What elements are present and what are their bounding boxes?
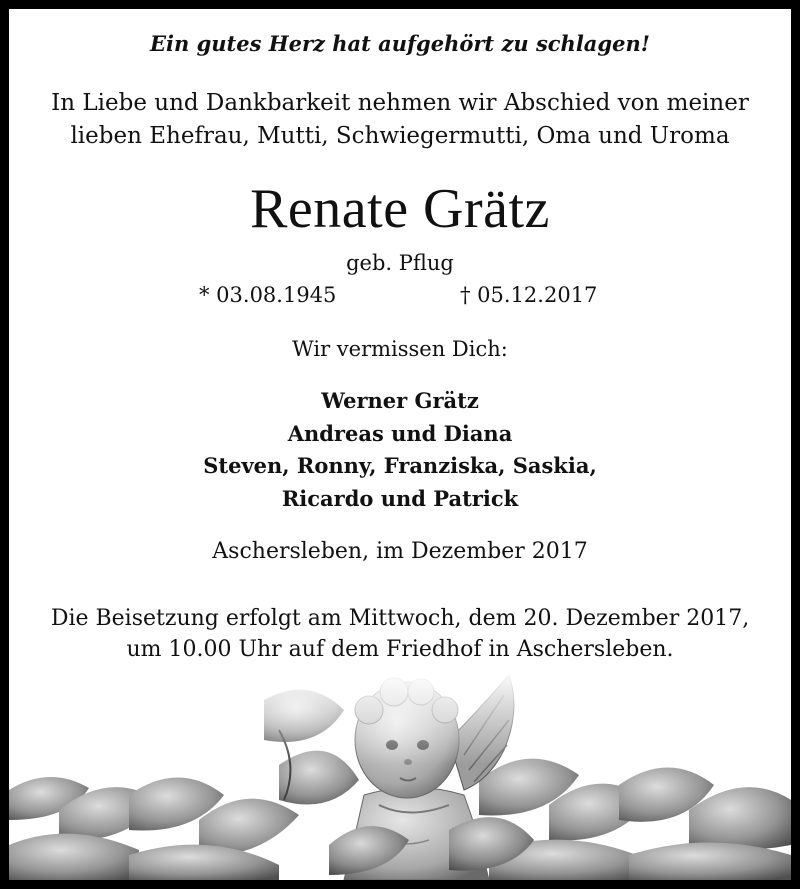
place-date: Aschersleben, im Dezember 2017 <box>212 539 588 564</box>
intro-line-2: lieben Ehefrau, Mutti, Schwiegermutti, Oma und Uroma <box>70 123 730 149</box>
funeral-line-1: Die Beisetzung erfolgt am Mittwoch, dem 20. Dezember 2017, <box>50 606 750 631</box>
intro-text <box>9 87 791 153</box>
family-line-4: Ricardo und Patrick <box>281 485 519 511</box>
death-date: † 05.12.2017 <box>460 283 598 307</box>
family-list <box>9 385 791 515</box>
motto: Ein gutes Herz hat aufgehört zu schlagen! <box>150 31 650 56</box>
funeral-info <box>9 603 791 665</box>
birth-date: * 03.08.1945 <box>199 283 337 307</box>
we-miss-heading: Wir vermissen Dich: <box>292 337 508 361</box>
maiden-name: geb. Pflug <box>346 251 454 275</box>
funeral-line-2: um 10.00 Uhr auf dem Friedhof in Aschersleben. <box>126 637 674 662</box>
deceased-name: Renate Grätz <box>250 178 550 240</box>
family-line-2: Andreas und Diana <box>287 420 513 446</box>
intro-line-1: In Liebe und Dankbarkeit nehmen wir Abschied von meiner <box>51 90 749 116</box>
family-line-3: Steven, Ronny, Franziska, Saskia, <box>203 453 597 478</box>
family-line-1: Werner Grätz <box>321 388 479 413</box>
angel-ivy-image <box>9 670 791 880</box>
